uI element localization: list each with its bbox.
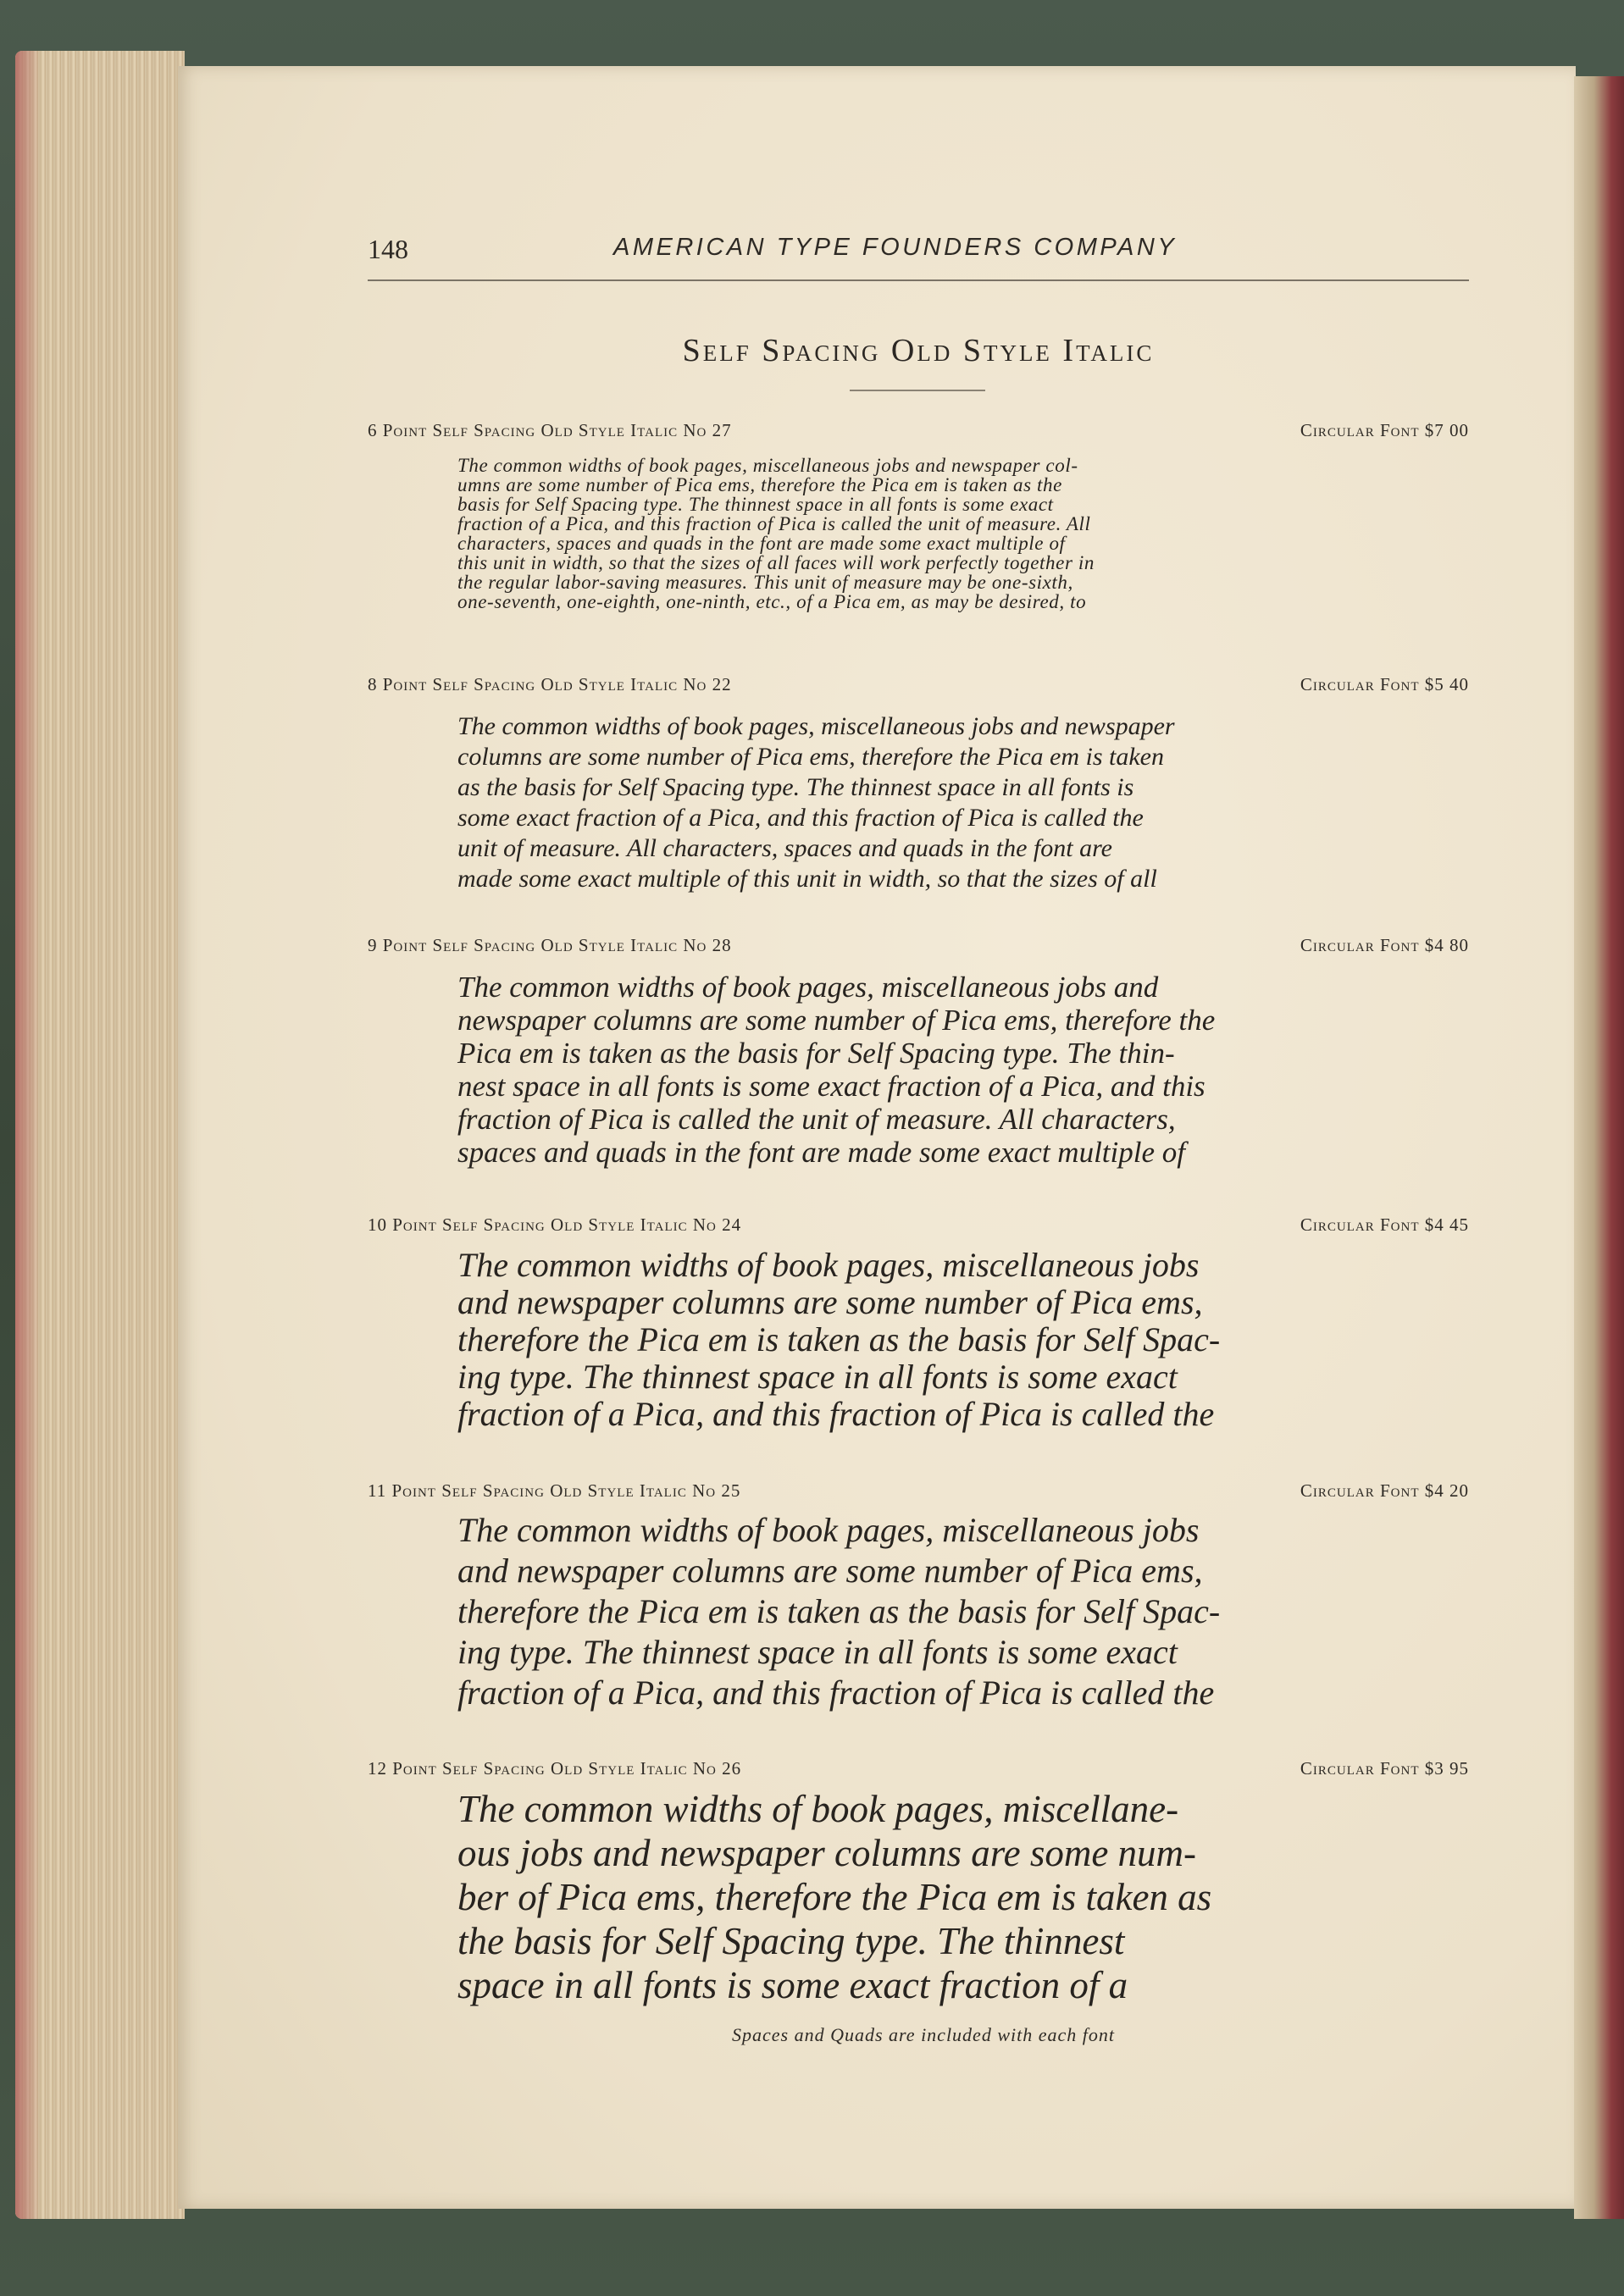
sample-line: fraction of a Pica, and this fraction of Pica is called the bbox=[457, 1395, 1215, 1433]
specimen-price: Circular Font $5 40 bbox=[1300, 674, 1469, 694]
page-edges bbox=[15, 51, 185, 2219]
specimen-price: Circular Font $4 80 bbox=[1300, 935, 1469, 955]
specimen-sample-text bbox=[457, 971, 1389, 1169]
specimen-heading bbox=[368, 935, 1469, 960]
sample-line: this unit in width, so that the sizes of all faces will work perfectly together in bbox=[457, 552, 1095, 573]
specimen-name: 6 Point Self Spacing Old Style Italic No 27 bbox=[368, 420, 732, 440]
sample-line: fraction of Pica is called the unit of measure. All characters, bbox=[457, 1103, 1176, 1136]
specimen-price: Circular Font $7 00 bbox=[1300, 420, 1469, 440]
title-ornament-rule bbox=[850, 390, 985, 391]
sample-line: the basis for Self Spacing type. The thinnest bbox=[457, 1920, 1125, 1962]
sample-line: spaces and quads in the font are made some exact multiple of bbox=[457, 1136, 1185, 1169]
sample-line: columns are some number of Pica ems, therefore the Pica em is taken bbox=[457, 743, 1164, 771]
specimen-price: Circular Font $4 20 bbox=[1300, 1480, 1469, 1501]
sample-line: umns are some number of Pica ems, therefore the Pica em is taken as the bbox=[457, 474, 1062, 495]
sample-line: nest space in all fonts is some exact fraction of a Pica, and this bbox=[457, 1070, 1206, 1103]
sample-line: space in all fonts is some exact fraction of a bbox=[457, 1964, 1128, 2006]
specimen-name: 10 Point Self Spacing Old Style Italic No 24 bbox=[368, 1214, 742, 1235]
page-title: Self Spacing Old Style Italic bbox=[682, 333, 1155, 368]
specimen-sample-text bbox=[457, 1787, 1389, 2007]
book-gutter bbox=[1574, 76, 1624, 2219]
running-title: AMERICAN TYPE FOUNDERS COMPANY bbox=[613, 234, 1178, 261]
sample-line: ing type. The thinnest space in all fonts is some exact bbox=[457, 1633, 1178, 1671]
sample-line: The common widths of book pages, miscellaneous jobs and bbox=[457, 971, 1159, 1004]
sample-line: one-seventh, one-eighth, one-ninth, etc., of a Pica em, as may be desired, to bbox=[457, 591, 1087, 612]
specimen-sample-text bbox=[457, 711, 1389, 894]
sample-line: some exact fraction of a Pica, and this fraction of Pica is called the bbox=[457, 804, 1144, 832]
sample-line: ber of Pica ems, therefore the Pica em is taken as bbox=[457, 1876, 1212, 1918]
specimen-name: 12 Point Self Spacing Old Style Italic No 26 bbox=[368, 1758, 742, 1779]
sample-line: The common widths of book pages, miscellaneous jobs and newspaper bbox=[457, 712, 1175, 740]
specimen-price: Circular Font $3 95 bbox=[1300, 1758, 1469, 1779]
sample-line: and newspaper columns are some number of Pica ems, bbox=[457, 1283, 1203, 1321]
sample-line: The common widths of book pages, miscellane- bbox=[457, 1788, 1179, 1830]
specimen-name: 8 Point Self Spacing Old Style Italic No 22 bbox=[368, 674, 732, 694]
header-rule bbox=[368, 279, 1469, 281]
sample-line: The common widths of book pages, miscellaneous jobs and newspaper col- bbox=[457, 455, 1078, 476]
specimen-sample-text bbox=[457, 1247, 1389, 1433]
sample-line: therefore the Pica em is taken as the basis for Self Spac- bbox=[457, 1592, 1221, 1630]
sample-line: ing type. The thinnest space in all fonts is some exact bbox=[457, 1358, 1178, 1396]
sample-line: therefore the Pica em is taken as the basis for Self Spac- bbox=[457, 1320, 1221, 1358]
sample-line: Pica em is taken as the basis for Self Spacing type. The thin- bbox=[457, 1037, 1175, 1070]
specimen-sample-text bbox=[457, 456, 1389, 611]
specimen-heading bbox=[368, 420, 1469, 445]
specimen-heading bbox=[368, 674, 1469, 700]
sample-line: and newspaper columns are some number of Pica ems, bbox=[457, 1552, 1203, 1590]
sample-line: fraction of a Pica, and this fraction of Pica is called the unit of measure. All bbox=[457, 513, 1091, 534]
page-number: 148 bbox=[368, 234, 408, 264]
sample-line: characters, spaces and quads in the font are made some exact multiple of bbox=[457, 533, 1066, 554]
specimen-heading bbox=[368, 1758, 1469, 1784]
sample-line: The common widths of book pages, miscellaneous jobs bbox=[457, 1511, 1200, 1549]
sample-line: newspaper columns are some number of Pica ems, therefore the bbox=[457, 1004, 1216, 1037]
sample-line: fraction of a Pica, and this fraction of Pica is called the bbox=[457, 1674, 1215, 1712]
footnote: Spaces and Quads are included with each font bbox=[732, 2024, 1115, 2045]
sample-line: ous jobs and newspaper columns are some num- bbox=[457, 1832, 1197, 1874]
running-head bbox=[368, 229, 1469, 271]
sample-line: the regular labor-saving measures. This unit of measure may be one-sixth, bbox=[457, 572, 1073, 593]
sample-line: basis for Self Spacing type. The thinnest space in all fonts is some exact bbox=[457, 494, 1054, 515]
specimen-price: Circular Font $4 45 bbox=[1300, 1214, 1469, 1235]
sample-line: The common widths of book pages, miscellaneous jobs bbox=[457, 1246, 1200, 1284]
sample-line: unit of measure. All characters, spaces and quads in the font are bbox=[457, 834, 1112, 862]
specimen-name: 9 Point Self Spacing Old Style Italic No 28 bbox=[368, 935, 732, 955]
specimen-heading bbox=[368, 1480, 1469, 1506]
sample-line: made some exact multiple of this unit in width, so that the sizes of all bbox=[457, 865, 1157, 893]
specimen-heading bbox=[368, 1214, 1469, 1240]
specimen-name: 11 Point Self Spacing Old Style Italic No 25 bbox=[368, 1480, 741, 1501]
specimen-sample-text bbox=[457, 1510, 1389, 1713]
sample-line: as the basis for Self Spacing type. The thinnest space in all fonts is bbox=[457, 773, 1134, 801]
